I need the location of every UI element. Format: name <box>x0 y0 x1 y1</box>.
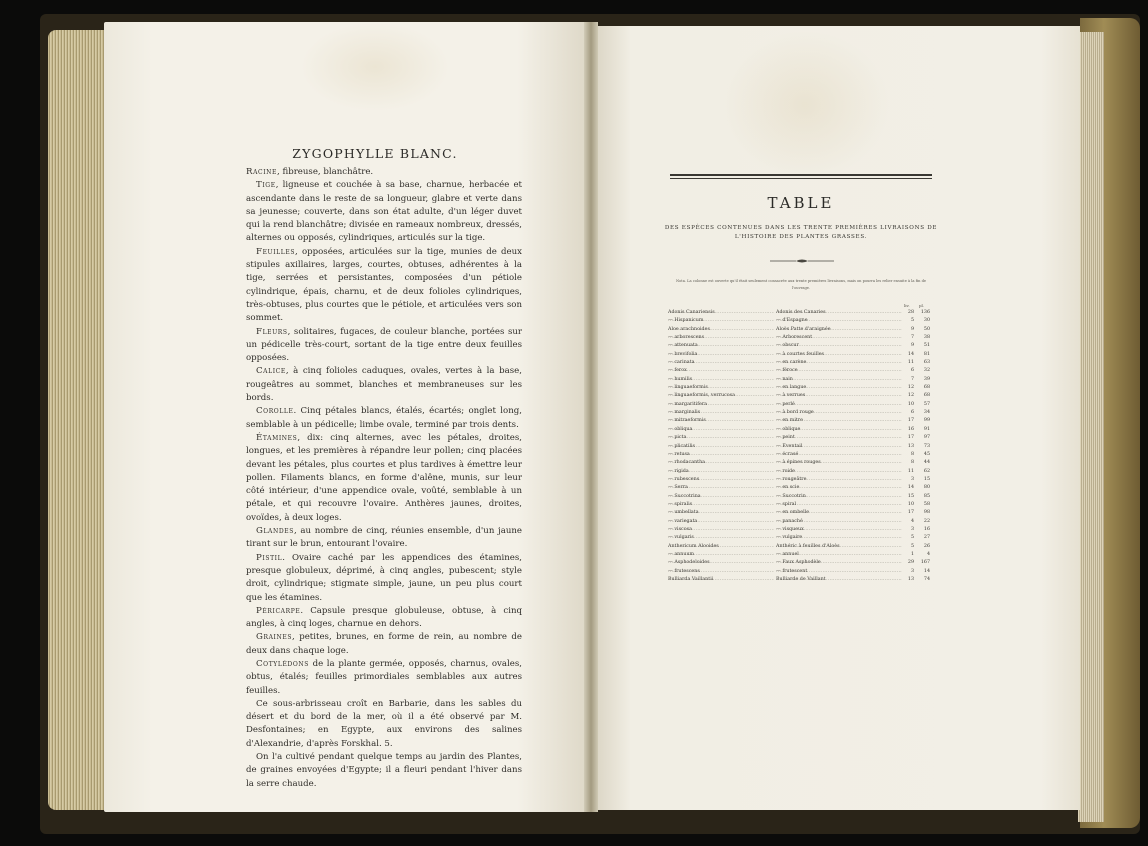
french-name: — d'Espagne ..... <box>776 317 902 325</box>
plate-number: 85 <box>923 493 930 499</box>
paragraph <box>246 246 522 326</box>
table-row <box>668 317 940 325</box>
livraison-number: 5 <box>910 535 914 541</box>
plate-number: 15 <box>923 476 930 482</box>
table-row <box>668 351 940 359</box>
table-row <box>668 476 940 484</box>
french-name: — Succotrin ..... <box>776 493 902 501</box>
paragraph <box>246 605 522 632</box>
header-rule <box>670 178 932 179</box>
paragraph-heading: Fleurs <box>256 326 288 337</box>
table-row <box>668 551 940 559</box>
column-header-livraison: liv. <box>904 303 910 308</box>
latin-name: — mitraeformis ..... <box>668 417 774 425</box>
latin-name: — arborescens ..... <box>668 334 774 342</box>
livraison-number: 17 <box>907 418 914 424</box>
paragraph-heading: Pistil <box>256 552 283 563</box>
table-row <box>668 568 940 576</box>
table-row <box>668 342 940 350</box>
book-gutter <box>584 22 598 812</box>
livraison-number: 7 <box>910 376 914 382</box>
livraison-number: 1 <box>910 551 914 557</box>
french-name: — en langue ..... <box>776 384 902 392</box>
plate-number: 39 <box>923 376 930 382</box>
livraison-number: 12 <box>907 393 914 399</box>
paragraph-heading: Calice <box>256 366 286 377</box>
paragraph-text: , petites, brunes, en forme de rein, au nombre de deux dans chaque loge. <box>246 632 522 656</box>
paragraph <box>246 698 522 751</box>
table-row <box>668 509 940 517</box>
table-row <box>668 443 940 451</box>
plate-number: 26 <box>923 543 930 549</box>
latin-name: — annuum ..... <box>668 551 774 559</box>
paragraph-heading: Péricarpe <box>256 605 301 616</box>
latin-name: Bulliarda Vaillantii ..... <box>668 576 774 584</box>
paragraph-heading: Feuilles <box>256 246 296 257</box>
paragraph <box>246 432 522 525</box>
plate-number: 51 <box>923 343 930 349</box>
french-name: Bulliarde de Vaillant ..... <box>776 576 902 584</box>
livraison-number: 10 <box>907 401 914 407</box>
latin-name: — vulgaris ..... <box>668 534 774 542</box>
livraison-number: 8 <box>910 460 914 466</box>
latin-name: — ferox ..... <box>668 367 774 375</box>
paragraph <box>246 166 522 179</box>
table-subtitle <box>664 224 938 241</box>
latin-name: — Succotrina ..... <box>668 493 774 501</box>
plate-number: 22 <box>923 518 930 524</box>
page-title: ZYGOPHYLLE BLANC. <box>292 146 458 161</box>
french-name: — à courtes feuilles ..... <box>776 351 902 359</box>
description-text <box>246 166 522 791</box>
livraison-number: 5 <box>910 318 914 324</box>
paragraph-text: de la plante germée, opposés, charnus, ovales, obtus, étalés; feuilles primordiales semblables aux autres feuilles. <box>246 658 522 696</box>
livraison-number: 29 <box>907 560 914 566</box>
livraison-number: 14 <box>907 485 914 491</box>
plate-number: 97 <box>923 435 930 441</box>
french-name: — peint ..... <box>776 434 902 442</box>
species-index-table <box>668 309 940 584</box>
livraison-number: 17 <box>907 510 914 516</box>
paragraph-text: On l'a cultivé pendant quelque temps au jardin des Plantes, de graines envoyées d'Egypte; il a fleuri pendant l'hiver dans la serre chaude. <box>246 752 522 789</box>
plate-number: 30 <box>923 318 930 324</box>
plate-number: 68 <box>923 385 930 391</box>
paragraph-text: , fibreuse, blanchâtre. <box>277 167 374 177</box>
plate-number: 14 <box>923 568 930 574</box>
french-name: — annuel ..... <box>776 551 902 559</box>
french-name: — perlé ..... <box>776 401 902 409</box>
livraison-number: 8 <box>910 451 914 457</box>
livraison-number: 3 <box>910 568 914 574</box>
paragraph-heading: Graines <box>256 632 293 643</box>
latin-name: — retusa ..... <box>668 451 774 459</box>
table-row <box>668 417 940 425</box>
paragraph-heading: Étamines <box>256 432 298 443</box>
plate-number: 99 <box>923 418 930 424</box>
paragraph-text: . Cinq pétales blancs, étalés, écartés; onglet long, semblable à un pédicelle; limbe ovale, terminé par trois dents. <box>246 406 522 430</box>
french-name: — spiral ..... <box>776 501 902 509</box>
latin-name: — Serra ..... <box>668 484 774 492</box>
table-row <box>668 426 940 434</box>
table-title: TABLE <box>767 194 835 212</box>
plate-number: 74 <box>923 577 930 582</box>
table-row <box>668 526 940 534</box>
paragraph-text: , solitaires, fugaces, de couleur blanche, portées sur un pédicelle très-court, sortant de la tige entre deux feuilles opposées. <box>246 326 522 364</box>
table-row <box>668 543 940 551</box>
paragraph-heading: Racine <box>246 167 277 177</box>
plate-number: 45 <box>923 451 930 457</box>
plate-number: 57 <box>923 401 930 407</box>
french-name: — nain ..... <box>776 376 902 384</box>
table-row <box>668 534 940 542</box>
livraison-number: 14 <box>907 351 914 357</box>
latin-name: — Hispanicum ..... <box>668 317 774 325</box>
livraison-number: 16 <box>907 426 914 432</box>
plate-number: 81 <box>923 351 930 357</box>
french-name: — en scie ..... <box>776 484 902 492</box>
table-row <box>668 493 940 501</box>
plate-number: 62 <box>923 468 930 474</box>
plate-number: 44 <box>923 460 930 466</box>
paragraph-heading: Glandes <box>256 526 294 537</box>
paragraph <box>246 179 522 245</box>
table-row <box>668 384 940 392</box>
french-name: — Arborescent ..... <box>776 334 902 342</box>
latin-name: — viscosa ..... <box>668 526 774 534</box>
table-row <box>668 309 940 317</box>
paragraph-text: Ce sous-arbrisseau croît en Barbarie, dans les sables du désert et du bord de la mer, où il a été observé par M. Desfontaines; en Egypte, aux environs des salines d'Alexandrie, d'après Forskhal. 5. <box>246 698 522 749</box>
plate-number: 136 <box>920 310 930 315</box>
paragraph-text: . Capsule presque globuleuse, obtuse, à cinq angles, à cinq loges, charnue en dehors. <box>246 605 522 630</box>
paragraph-text: , à cinq folioles caduques, ovales, vertes à la base, rougeâtres au sommet, blanches et membraneuses sur les bords. <box>246 366 522 404</box>
livraison-number: 5 <box>910 543 914 549</box>
table-row <box>668 501 940 509</box>
plate-number: 34 <box>923 410 930 416</box>
latin-name: — umbellata ..... <box>668 509 774 517</box>
french-name: — oblique ..... <box>776 426 902 434</box>
livraison-number: 15 <box>907 493 914 499</box>
plate-number: 32 <box>923 368 930 374</box>
table-row <box>668 484 940 492</box>
paragraph <box>246 552 522 605</box>
latin-name: — humilis ..... <box>668 376 774 384</box>
paragraph-text: , opposées, articulées sur la tige, munies de deux stipules axillaires, larges, courtes, obtuses, adhérentes à la tige, serrées et persistantes, composées d'un pétiole cylindrique, épais, charnu, et de deux folioles cylindriques, très-obtuses, plus courtes que le pétiole, et articulées vers son sommet. <box>246 246 522 324</box>
latin-name: — variegata ..... <box>668 518 774 526</box>
paragraph <box>246 405 522 432</box>
plate-number: 63 <box>923 360 930 366</box>
livraison-number: 9 <box>910 326 914 332</box>
french-name: — panaché ..... <box>776 518 902 526</box>
livraison-number: 7 <box>910 335 914 341</box>
latin-name: — linguaeformis, verrucosa ..... <box>668 392 774 400</box>
livraison-number: 4 <box>910 518 914 524</box>
livraison-number: 9 <box>910 343 914 349</box>
subtitle-line: L'HISTOIRE DES PLANTES GRASSES. <box>734 233 868 240</box>
french-name: — frutescent ..... <box>776 568 902 576</box>
livraison-number: 11 <box>907 468 914 474</box>
table-row <box>668 468 940 476</box>
table-row <box>668 459 940 467</box>
table-row <box>668 576 940 584</box>
latin-name: — linguaeformis ..... <box>668 384 774 392</box>
table-row <box>668 359 940 367</box>
french-name: — rougeâtre ..... <box>776 476 902 484</box>
plate-number: 68 <box>923 393 930 399</box>
latin-name: — spiralis ..... <box>668 501 774 509</box>
french-name: — roide ..... <box>776 468 902 476</box>
table-row <box>668 451 940 459</box>
latin-name: Aloe arachnoides ..... <box>668 326 774 334</box>
latin-name: — Asphodeloides ..... <box>668 559 774 567</box>
table-row <box>668 434 940 442</box>
table-row <box>668 401 940 409</box>
latin-name: Adonis Canariensis ..... <box>668 309 774 317</box>
paragraph-heading: Cotylédons <box>256 658 309 669</box>
paragraph <box>246 326 522 366</box>
paragraph-heading: Corolle <box>256 406 294 417</box>
livraison-number: 13 <box>907 443 914 449</box>
livraison-number: 3 <box>910 526 914 532</box>
plate-number: 73 <box>923 443 930 449</box>
french-name: — en carène ..... <box>776 359 902 367</box>
latin-name: Anthericum Alooides ..... <box>668 543 774 551</box>
livraison-number: 6 <box>910 410 914 416</box>
french-name: — obscur ..... <box>776 342 902 350</box>
french-name: — visqueux ..... <box>776 526 902 534</box>
paragraph-heading: Tige <box>256 180 276 191</box>
french-name: — en ombelle ..... <box>776 509 902 517</box>
latin-name: — plicatilis ..... <box>668 443 774 451</box>
plate-number: 50 <box>923 326 930 332</box>
paragraph <box>246 525 522 552</box>
plate-number: 167 <box>920 560 930 566</box>
french-name: — Faux Asphodèle ..... <box>776 559 902 567</box>
table-row <box>668 334 940 342</box>
paragraph-text: , au nombre de cinq, réunies ensemble, d'un jaune tirant sur le brun, entourant l'ovaire. <box>246 526 522 550</box>
latin-name: — margaritifera ..... <box>668 401 774 409</box>
livraison-number: 13 <box>907 577 914 582</box>
latin-name: — brevifolia ..... <box>668 351 774 359</box>
note-line: Nota. La colonne est ouverte qu'il était seulement consacrée aux trente premières livraisons, mais on pourra les relier ensuite à la fin de <box>675 279 926 283</box>
livraison-number: 28 <box>907 310 914 315</box>
note-line: l'ouvrage. <box>791 286 811 290</box>
subtitle-line: DES ESPÈCES CONTENUES DANS LES TRENTE PREMIÈRES LIVRAISONS DE <box>664 225 938 231</box>
french-name: Anthéric à feuilles d'Aloès ..... <box>776 543 902 551</box>
table-row <box>668 367 940 375</box>
column-header-planche: pl. <box>919 303 925 308</box>
table-row <box>668 326 940 334</box>
latin-name: — rigida ..... <box>668 468 774 476</box>
plate-number: 91 <box>923 426 930 432</box>
livraison-number: 17 <box>907 435 914 441</box>
right-page-edges <box>1078 32 1104 822</box>
paragraph <box>246 365 522 405</box>
french-name: — à verrues ..... <box>776 392 902 400</box>
table-row <box>668 518 940 526</box>
paragraph <box>246 751 522 791</box>
latin-name: — frutescens ..... <box>668 568 774 576</box>
left-page-edges <box>48 30 110 810</box>
livraison-number: 11 <box>907 360 914 366</box>
paragraph <box>246 631 522 658</box>
paragraph-text: . Ovaire caché par les appendices des étamines, presque globuleux, déprimé, à cinq angles, pubescent; style droit, cylindrique; stigmate simple, jaune, un peu plus court que les étamines. <box>246 552 522 603</box>
latin-name: — carinata ..... <box>668 359 774 367</box>
paragraph-text: , ligneuse et couchée à sa base, charnue, herbacée et ascendante dans le reste de sa longueur, glabre et verte dans sa jeunesse; couverte, dans son état adulte, d'un léger duvet qui la rend blanchâtre; divisée en rameaux nombreux, dressés, alternes ou opposés, cylindriques, articulés sur la tige. <box>246 180 522 244</box>
livraison-number: 6 <box>910 368 914 374</box>
french-name: — écrasé ..... <box>776 451 902 459</box>
french-name: — vulgaire ..... <box>776 534 902 542</box>
latin-name: — picta ..... <box>668 434 774 442</box>
french-name: Adonis des Canaries ..... <box>776 309 902 317</box>
french-name: — Éventail ..... <box>776 443 902 451</box>
french-name: Aloès Patte d'araignée ..... <box>776 326 902 334</box>
latin-name: — marginalis ..... <box>668 409 774 417</box>
plate-number: 58 <box>923 501 930 507</box>
paragraph-text: , dix: cinq alternes, avec les pétales, droites, longues, et les premières à répandre leur pollen; cinq placées devant les pétales, plus courtes et plus tardives à émettre leur pollen. Filaments blancs, en forme d'alêne, munis, sur leur côté intérieur, d'une appendice ovale, voûté, semblable à un pétale, et qui recouvre l'ovaire. Anthères jaunes, droites, ovoïdes, à deux loges. <box>246 432 522 523</box>
table-row <box>668 559 940 567</box>
plate-number: 80 <box>923 485 930 491</box>
ornament-rule <box>770 258 834 264</box>
french-name: — féroce ..... <box>776 367 902 375</box>
header-rule <box>670 174 932 176</box>
plate-number: 4 <box>926 551 930 557</box>
table-note <box>670 278 932 292</box>
latin-name: — attenuata ..... <box>668 342 774 350</box>
latin-name: — rhodacantha ..... <box>668 459 774 467</box>
table-row <box>668 392 940 400</box>
plate-number: 98 <box>923 510 930 516</box>
water-stain <box>300 22 450 112</box>
latin-name: — obliqua ..... <box>668 426 774 434</box>
french-name: — à épines rouges ..... <box>776 459 902 467</box>
plate-number: 27 <box>923 535 930 541</box>
latin-name: — rubescens ..... <box>668 476 774 484</box>
paragraph <box>246 658 522 698</box>
water-stain <box>720 30 890 180</box>
livraison-number: 12 <box>907 385 914 391</box>
table-row <box>668 409 940 417</box>
plate-number: 38 <box>923 335 930 341</box>
plate-number: 16 <box>923 526 930 532</box>
french-name: — en mitre ..... <box>776 417 902 425</box>
french-name: — à bord rouge ..... <box>776 409 902 417</box>
livraison-number: 10 <box>907 501 914 507</box>
table-row <box>668 376 940 384</box>
livraison-number: 3 <box>910 476 914 482</box>
